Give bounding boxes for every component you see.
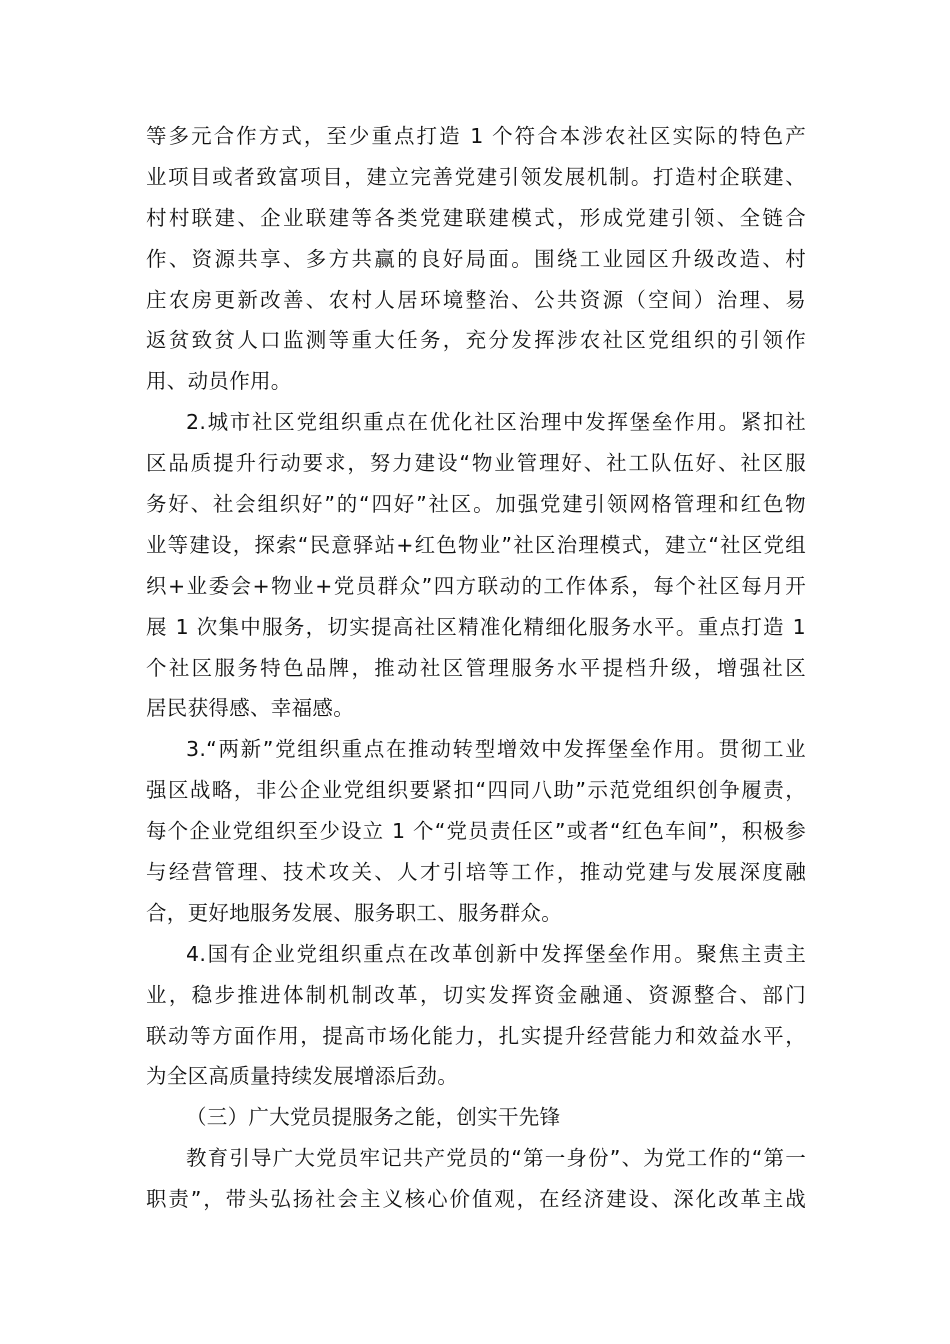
paragraph-line: 教育引导广大党员牢记共产党员的“第一身份”、为党工作的“第一: [186, 1146, 806, 1171]
paragraph-line: 业等建设，探索“民意驿站+红色物业”社区治理模式，建立“社区党组: [146, 532, 806, 557]
paragraph-line: 为全区高质量持续发展增添后劲。: [146, 1064, 458, 1089]
paragraph-line: 居民获得感、幸福感。: [146, 696, 354, 721]
paragraph-line: 织+业委会+物业+党员群众”四方联动的工作体系，每个社区每月开: [146, 573, 806, 598]
paragraph-line: 职责”，带头弘扬社会主义核心价值观，在经济建设、深化改革主战: [146, 1187, 806, 1212]
paragraph-line: 村村联建、企业联建等各类党建联建模式，形成党建引领、全链合: [146, 205, 806, 230]
paragraph-line: 返贫致贫人口监测等重大任务，充分发挥涉农社区党组织的引领作: [146, 328, 806, 353]
paragraph-line: 合，更好地服务发展、服务职工、服务群众。: [146, 900, 562, 925]
paragraph-line: 业，稳步推进体制机制改革，切实发挥资金融通、资源整合、部门: [146, 982, 806, 1007]
paragraph-line: 与经营管理、技术攻关、人才引培等工作，推动党建与发展深度融: [146, 860, 806, 885]
paragraph-line: 个社区服务特色品牌，推动社区管理服务水平提档升级，增强社区: [146, 655, 806, 680]
paragraph-line: 4.国有企业党组织重点在改革创新中发挥堡垒作用。聚焦主责主: [186, 941, 806, 966]
paragraph-line: 强区战略，非公企业党组织要紧扣“四同八助”示范党组织创争履责，: [146, 778, 806, 803]
document-body: [146, 116, 806, 1220]
paragraph-line: 作、资源共享、多方共赢的良好局面。围绕工业园区升级改造、村: [146, 246, 806, 271]
paragraph-line: 用、动员作用。: [146, 369, 292, 394]
paragraph-line: 每个企业党组织至少设立 1 个“党员责任区”或者“红色车间”，积极参: [146, 819, 806, 844]
paragraph-line: 联动等方面作用，提高市场化能力，扎实提升经营能力和效益水平，: [146, 1023, 806, 1048]
paragraph-line: 展 1 次集中服务，切实提高社区精准化精细化服务水平。重点打造 1: [146, 614, 806, 639]
paragraph-line: 区品质提升行动要求，努力建设“物业管理好、社工队伍好、社区服: [146, 451, 806, 476]
paragraph-line: 等多元合作方式，至少重点打造 1 个符合本涉农社区实际的特色产: [146, 124, 806, 148]
paragraph-line: 务好、社会组织好”的“四好”社区。加强党建引领网格管理和红色物: [146, 492, 806, 517]
section-heading: （三）广大党员提服务之能，创实干先锋: [186, 1105, 561, 1130]
paragraph-line: 2.城市社区党组织重点在优化社区治理中发挥堡垒作用。紧扣社: [186, 410, 806, 435]
paragraph-line: 庄农房更新改善、农村人居环境整治、公共资源（空间）治理、易: [146, 287, 806, 312]
paragraph-line: 业项目或者致富项目，建立完善党建引领发展机制。打造村企联建、: [146, 164, 806, 189]
paragraph-line: 3.“两新”党组织重点在推动转型增效中发挥堡垒作用。贯彻工业: [186, 737, 806, 762]
